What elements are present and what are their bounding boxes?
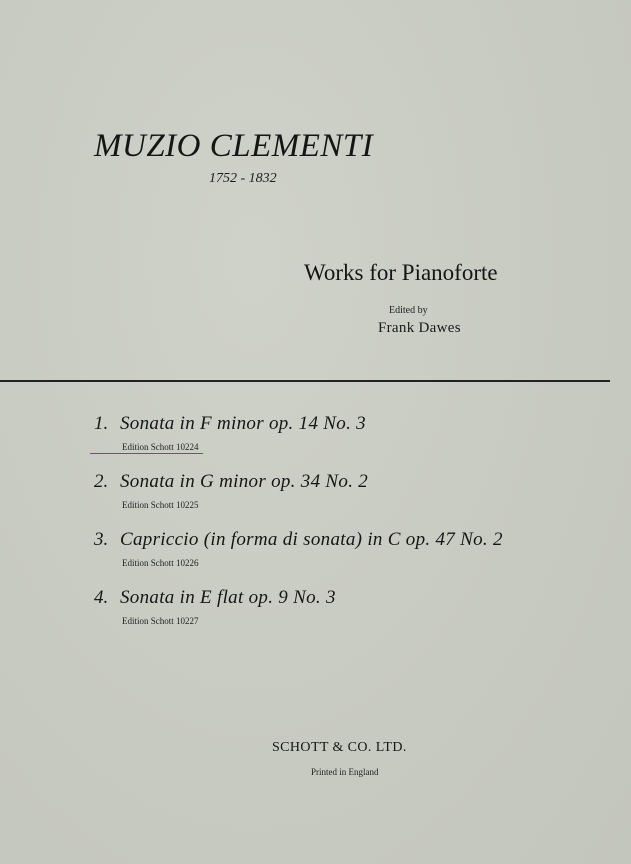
work-number: 3. — [94, 529, 109, 550]
collection-title: Works for Pianoforte — [304, 260, 498, 285]
work-number: 4. — [94, 587, 109, 608]
work-edition: Edition Schott 10226 — [122, 558, 199, 568]
edited-by-label: Edited by — [389, 305, 428, 316]
work-title: Capriccio (in forma di sonata) in C op. 47 No. 2 — [120, 529, 503, 550]
composer-dates: 1752 - 1832 — [209, 171, 277, 186]
work-edition: Edition Schott 10224 — [90, 442, 203, 454]
editor-name: Frank Dawes — [378, 320, 461, 336]
work-title: Sonata in G minor op. 34 No. 2 — [120, 471, 369, 492]
publisher-name: SCHOTT & CO. LTD. — [272, 740, 407, 755]
work-number: 2. — [94, 471, 109, 492]
printed-in-note: Printed in England — [311, 767, 379, 777]
work-number: 1. — [94, 413, 109, 434]
divider-rule — [0, 380, 610, 382]
work-title: Sonata in F minor op. 14 No. 3 — [120, 413, 366, 434]
work-edition: Edition Schott 10225 — [122, 500, 199, 510]
composer-name: MUZIO CLEMENTI — [94, 128, 374, 164]
work-edition: Edition Schott 10227 — [122, 616, 199, 626]
work-title: Sonata in E flat op. 9 No. 3 — [120, 587, 336, 608]
